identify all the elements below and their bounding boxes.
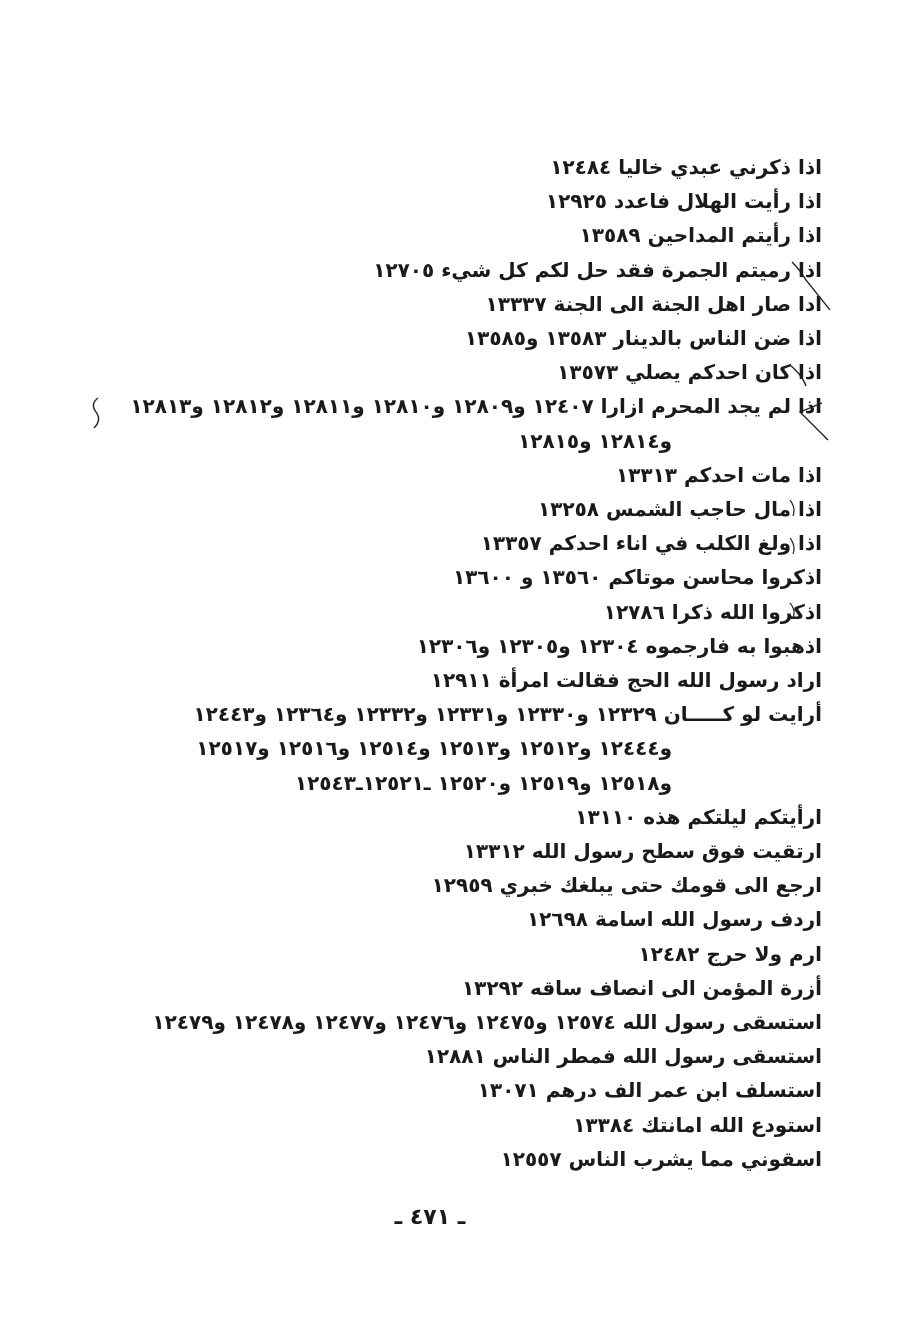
index-entry: اذا رميتم الجمرة فقد حل لكم كل شيء ١٢٧٠٥	[373, 257, 822, 282]
index-entry: ارتقيت فوق سطح رسول الله ١٣٣١٢	[463, 839, 822, 864]
index-entry: اردف رسول الله اسامة ١٢٦٩٨	[526, 907, 822, 932]
page-number: ـ ٤٧١ ـ	[394, 1205, 466, 1230]
index-entry: اذا كان احدكم يصلي ١٣٥٧٣	[557, 360, 822, 385]
index-entry: اذا رأيتم المداحين ١٣٥٨٩	[579, 223, 822, 248]
index-entry: ادا صار اهل الجنة الى الجنة ١٣٣٣٧	[485, 291, 822, 316]
index-entry: استسقى رسول الله فمطر الناس ١٢٨٨١	[424, 1044, 822, 1069]
index-entry: ارجع الى قومك حتى يبلغك خبري ١٢٩٥٩	[431, 873, 822, 898]
index-entry: اذا رأيت الهلال فاعدد ١٢٩٢٥	[545, 189, 822, 214]
index-entry-continuation: و١٢٤٤٤ و١٢٥١٢ و١٢٥١٣ و١٢٥١٤ و١٢٥١٦ و١٢٥١٧	[196, 736, 672, 761]
index-entry: اراد رسول الله الحج فقالت امرأة ١٢٩١١	[430, 668, 822, 693]
index-entry: اذكروا محاسن موتاكم ١٣٥٦٠ و ١٣٦٠٠	[452, 565, 822, 590]
index-entry: استودع الله امانتك ١٣٣٨٤	[573, 1112, 822, 1137]
index-entry-continuation: و١٢٨١٤ و١٢٨١٥	[518, 428, 672, 453]
index-entry: اسقوني مما يشرب الناس ١٢٥٥٧	[500, 1146, 822, 1171]
index-entry: استسلف ابن عمر الف درهم ١٣٠٧١	[477, 1078, 822, 1103]
index-entry: اذا مات احدكم ١٣٣١٣	[615, 462, 822, 487]
index-entry: اذا ضن الناس بالدينار ١٣٥٨٣ و١٣٥٨٥	[464, 326, 822, 351]
index-entry: اذهبوا به فارجموه ١٢٣٠٤ و١٢٣٠٥ و١٢٣٠٦	[416, 633, 822, 658]
index-entry: اذا ولغ الكلب في اناء احدكم ١٣٣٥٧	[480, 531, 822, 556]
index-entry: اذكروا الله ذكرا ١٢٧٨٦	[603, 599, 822, 624]
index-entry: اذا لم يجد المحرم ازارا ١٢٤٠٧ و١٢٨٠٩ و١٢٨١٠ و١٢٨١١ و١٢٨١٢ و١٢٨١٣	[130, 394, 822, 419]
index-entry: اذا مال حاجب الشمس ١٣٢٥٨	[537, 497, 822, 522]
index-entry: أرايت لو كـــــان ١٢٣٢٩ و١٢٣٣٠ و١٢٣٣١ و١٢٣٣٢ و١٢٣٦٤ و١٢٤٤٣	[193, 702, 822, 727]
index-entry-continuation: و١٢٥١٨ و١٢٥١٩ و١٢٥٢٠ ـ١٢٥٢١ـ١٢٥٤٣	[294, 770, 672, 795]
index-entry: اذا ذكرني عبدي خاليا ١٢٤٨٤	[550, 155, 822, 179]
index-entry: استسقى رسول الله ١٢٥٧٤ و١٢٤٧٥ و١٢٤٧٦ و١٢٤٧٧ و١٢٤٧٨ و١٢٤٧٩	[152, 1010, 822, 1035]
index-entry-list	[82, 150, 822, 1176]
index-entry: ارم ولا حرج ١٢٤٨٢	[638, 941, 822, 966]
index-entry: أزرة المؤمن الى انصاف ساقه ١٣٢٩٢	[461, 975, 822, 1000]
index-entry: ارأيتكم ليلتكم هذه ١٣١١٠	[575, 804, 822, 829]
